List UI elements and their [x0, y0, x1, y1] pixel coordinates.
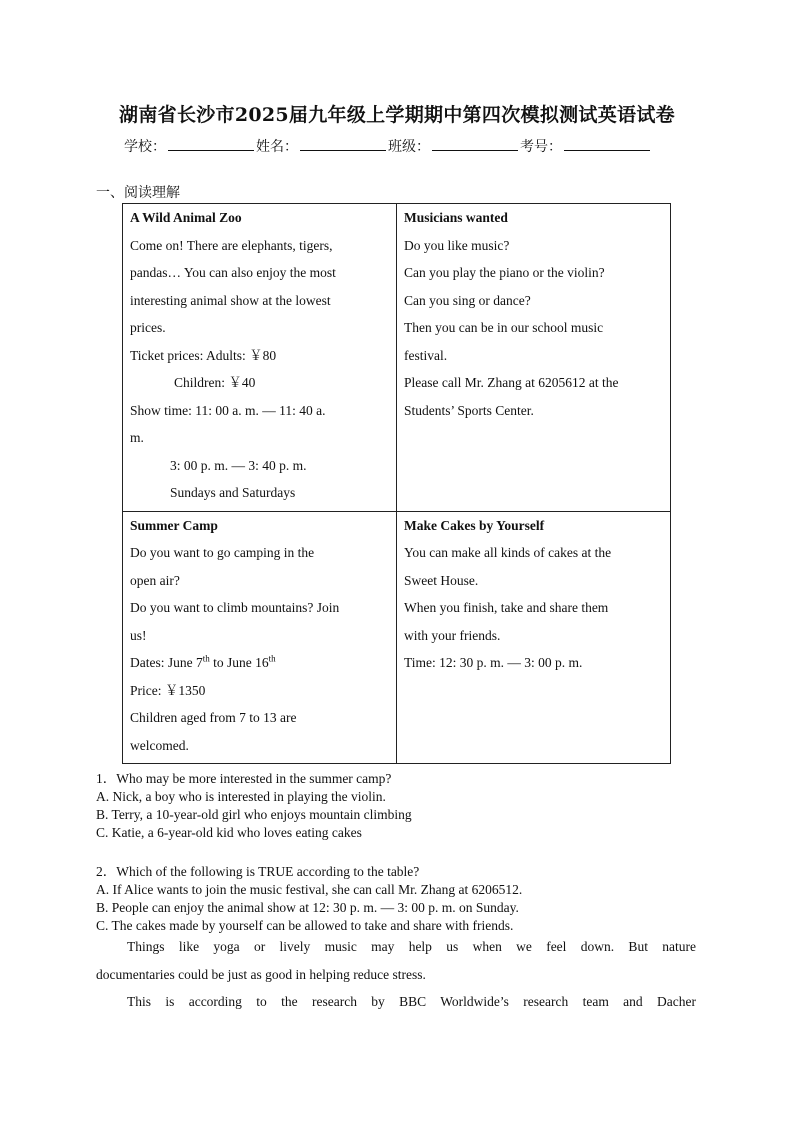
question-2: [96, 863, 522, 935]
ad-camp-title: Summer Camp: [130, 517, 218, 533]
ad-zoo-line: Come on! There are elephants, tigers,: [130, 237, 333, 253]
question-1: [96, 770, 412, 842]
dates-sup-2: th: [268, 653, 276, 664]
question-stem: 1．Who may be more interested in the summer camp?: [96, 771, 392, 786]
answer-option: A. If Alice wants to join the music festival, she can call Mr. Zhang at 6206512.: [96, 882, 523, 897]
ad-camp-line: Children aged from 7 to 13 are: [130, 710, 297, 725]
ad-zoo-title: A Wild Animal Zoo: [130, 210, 242, 225]
ad-camp-line: us!: [130, 627, 147, 643]
passage-paragraph-2: [96, 988, 696, 1016]
exam-number-label: 考号：: [520, 139, 562, 155]
class-blank: [432, 136, 518, 151]
section-heading: 一、阅读理解: [96, 185, 180, 201]
ad-cakes: [397, 511, 671, 764]
ads-table: [122, 203, 671, 764]
ad-cakes-line: Time: 12: 30 p. m. — 3: 00 p. m.: [404, 655, 583, 670]
ad-camp-line: welcomed.: [130, 737, 189, 753]
paragraph-line: documentaries could be just as good in helping reduce stress.: [96, 966, 426, 982]
name-blank: [300, 136, 386, 151]
exam-title: 湖南省长沙市2025届九年级上学期期中第四次模拟测试英语试卷: [119, 104, 675, 126]
paragraph-line: This is according to the research by BBC Worldwide’s research team and Dacher: [127, 994, 696, 1009]
ad-zoo-line: m.: [130, 430, 144, 445]
ad-zoo-line: Show time: 11: 00 a. m. — 11: 40 a.: [130, 402, 326, 418]
school-blank: [168, 136, 254, 151]
answer-option: A. Nick, a boy who is interested in playing the violin.: [96, 789, 386, 804]
class-label: 班级：: [388, 139, 430, 155]
answer-option: C. Katie, a 6-year-old kid who loves eating cakes: [96, 825, 362, 840]
ad-camp-line: Do you want to go camping in the: [130, 545, 315, 560]
ad-cakes-line: You can make all kinds of cakes at the: [404, 545, 612, 560]
ad-zoo-line: interesting animal show at the lowest: [130, 292, 331, 308]
ad-zoo-line: pandas… You can also enjoy the most: [130, 265, 336, 280]
answer-option: B. People can enjoy the animal show at 12: 30 p. m. — 3: 00 p. m. on Sunday.: [96, 900, 519, 915]
ad-camp: [123, 511, 397, 764]
exam-number-blank: [564, 136, 650, 151]
ad-musicians-line: Can you play the piano or the violin?: [404, 265, 605, 280]
student-info-row: [124, 136, 652, 156]
school-label: 学校：: [124, 139, 166, 155]
ad-zoo-line: prices.: [130, 320, 166, 335]
ad-zoo: [123, 204, 397, 512]
dates-prefix: Dates: June 7: [130, 655, 203, 670]
ad-zoo-line: 3: 00 p. m. — 3: 40 p. m.: [170, 457, 307, 473]
ad-camp-line: open air?: [130, 572, 180, 588]
dates-sup-1: th: [202, 653, 210, 664]
ad-zoo-line: Sundays and Saturdays: [170, 485, 296, 500]
answer-option: C. The cakes made by yourself can be allowed to take and share with friends.: [96, 918, 514, 933]
ad-musicians-line: Can you sing or dance?: [404, 292, 531, 308]
question-stem: 2．Which of the following is TRUE according to the table?: [96, 864, 420, 879]
ad-zoo-line: Children: ￥40: [174, 375, 256, 390]
name-label: 姓名：: [256, 139, 298, 155]
ad-musicians-title: Musicians wanted: [404, 210, 508, 225]
ad-cakes-line: Sweet House.: [404, 572, 479, 588]
answer-option: B. Terry, a 10-year-old girl who enjoys mountain climbing: [96, 807, 412, 822]
passage-paragraph-1: [96, 933, 696, 988]
ad-musicians-line: festival.: [404, 347, 448, 363]
ad-musicians-line: Students’ Sports Center.: [404, 402, 534, 418]
ad-cakes-line: with your friends.: [404, 627, 501, 643]
ad-camp-dates: [130, 649, 388, 677]
ad-camp-line: Price: ￥1350: [130, 682, 206, 698]
ad-musicians: [397, 204, 671, 512]
ad-musicians-line: Do you like music?: [404, 237, 510, 253]
ad-zoo-line: Ticket prices: Adults: ￥80: [130, 347, 277, 363]
ad-cakes-line: When you finish, take and share them: [404, 600, 609, 615]
ad-cakes-title: Make Cakes by Yourself: [404, 517, 545, 533]
paragraph-line: Things like yoga or lively music may help us when we feel down. But nature: [127, 939, 696, 954]
ad-camp-line: Do you want to climb mountains? Join: [130, 600, 340, 615]
ad-musicians-line: Then you can be in our school music: [404, 320, 604, 335]
ad-musicians-line: Please call Mr. Zhang at 6205612 at the: [404, 375, 619, 390]
dates-mid: to June 16: [209, 655, 269, 670]
